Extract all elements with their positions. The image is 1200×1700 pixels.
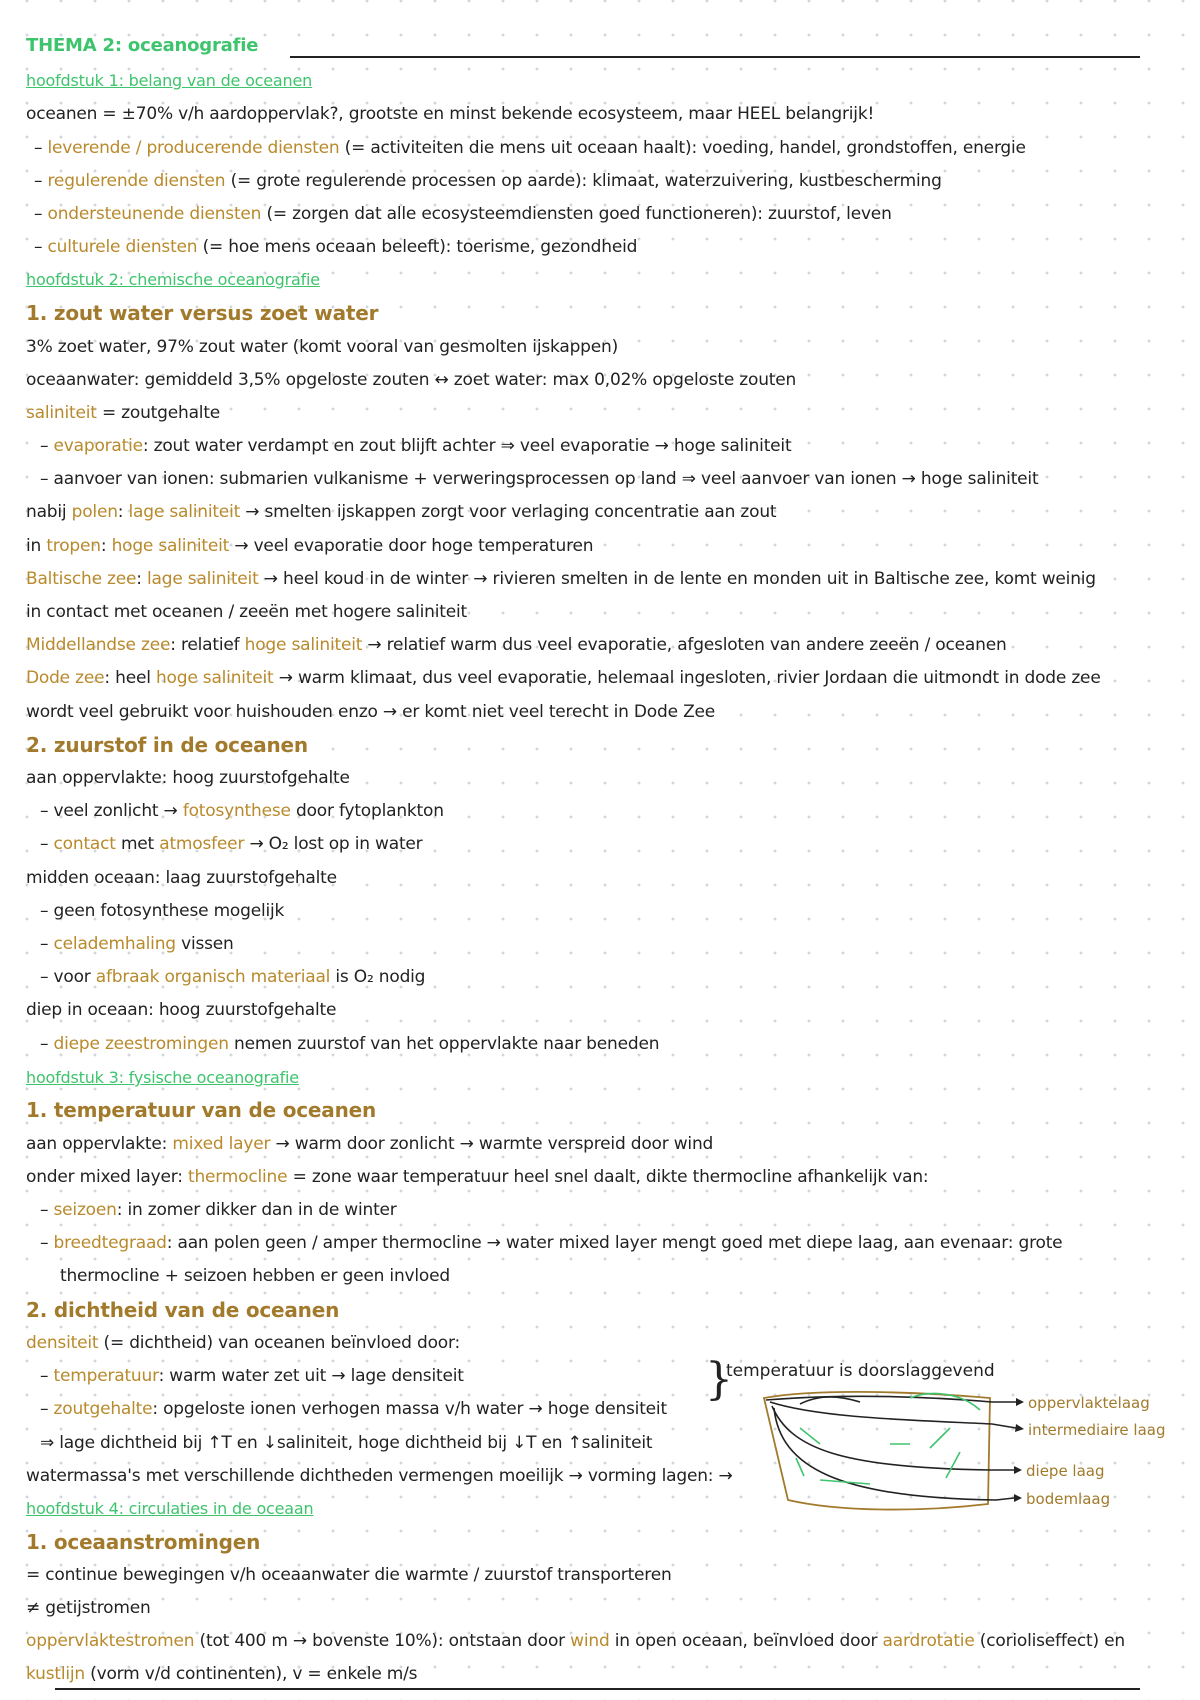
- item-text: (= zorgen dat alle ecosysteemdiensten goed functioneren): zuurstof, leven: [261, 204, 892, 224]
- list-item: – evaporatie: zout water verdampt en zout blijft achter ⇒ veel evaporatie → hoge saliniteit: [40, 436, 792, 456]
- text-line: diep in oceaan: hoog zuurstofgehalte: [26, 1000, 337, 1020]
- text: : in zomer dikker dan in de winter: [116, 1200, 397, 1220]
- text: nabij: [26, 502, 72, 522]
- list-item: – regulerende diensten (= grote regulerende processen op aarde): klimaat, waterzuivering, kustbescherming: [34, 171, 942, 191]
- term: thermocline: [187, 1167, 288, 1187]
- text: (tot 400 m → bovenste 10%): ontstaan door: [194, 1631, 571, 1651]
- chapter-1-title: hoofdstuk 1: belang van de oceanen: [26, 71, 313, 90]
- text: → relatief warm dus veel evaporatie, afgesloten van andere zeeën / oceanen: [362, 635, 1007, 655]
- item-label: culturele diensten: [47, 237, 198, 257]
- arrowhead: [1014, 1466, 1022, 1474]
- term: temperatuur: [53, 1366, 159, 1386]
- term: lage saliniteit: [128, 502, 241, 522]
- text: = zoutgehalte: [96, 403, 221, 423]
- text: in: [26, 536, 47, 556]
- text: : aan polen geen / amper thermocline → water mixed layer mengt goed met diepe laag, aan evenaar: grote: [166, 1233, 1063, 1253]
- item-label: leverende / producerende diensten: [47, 138, 340, 158]
- term: tropen: [46, 536, 101, 556]
- title-underline: [290, 56, 1140, 58]
- term: densiteit: [26, 1333, 99, 1353]
- list-item: – zoutgehalte: opgeloste ionen verhogen massa v/h water → hoge densiteit: [40, 1399, 667, 1419]
- current-arrow: [820, 1480, 870, 1484]
- brace: }: [705, 1354, 733, 1405]
- term: hoge saliniteit: [244, 635, 363, 655]
- text: aanvoer van ionen: submarien vulkanisme + verweringsprocessen op land ⇒ veel aanvoer van ionen → hoge saliniteit: [53, 469, 1039, 489]
- text: : warm water zet uit → lage densiteit: [158, 1366, 464, 1386]
- term: Middellandse zee: [26, 635, 171, 655]
- text: → smelten ijskappen zorgt voor verlaging concentratie aan zout: [240, 502, 777, 522]
- text-line: [26, 1331, 1182, 1355]
- chapter-2-title: hoofdstuk 2: chemische oceanografie: [26, 270, 320, 289]
- term: lage saliniteit: [147, 569, 259, 589]
- section-heading: 1. temperatuur van de oceanen: [26, 1098, 377, 1122]
- text: is O₂ nodig: [330, 967, 426, 987]
- term: celademhaling: [53, 934, 176, 954]
- text: door fytoplankton: [290, 801, 444, 821]
- text-line: [26, 666, 1182, 690]
- page-title: THEMA 2: oceanografie: [26, 35, 259, 56]
- text-line: [26, 401, 1182, 425]
- text-line: [26, 1629, 1182, 1653]
- term: afbraak organisch materiaal: [95, 967, 331, 987]
- text-line: watermassa's met verschillende dichtheden vermengen moeilijk → vorming lagen: →: [26, 1466, 733, 1486]
- text: → warm door zonlicht → warmte verspreid door wind: [270, 1134, 714, 1154]
- item-text: (= grote regulerende processen op aarde): klimaat, waterzuivering, kustbescherming: [225, 171, 942, 191]
- list-item: – ondersteunende diensten (= zorgen dat alle ecosysteemdiensten goed functioneren): zuurstof, leven: [34, 204, 892, 224]
- text: = zone waar temperatuur heel snel daalt, dikte thermocline afhankelijk van:: [287, 1167, 929, 1187]
- item-text: (= activiteiten die mens uit oceaan haalt): voeding, handel, grondstoffen, energie: [339, 138, 1026, 158]
- text: → veel evaporatie door hoge temperaturen: [229, 536, 594, 556]
- text: veel zonlicht →: [53, 801, 183, 821]
- text: aan oppervlakte:: [26, 1134, 173, 1154]
- term: aardrotatie: [882, 1631, 975, 1651]
- list-item: – temperatuur: warm water zet uit → lage densiteit: [40, 1366, 464, 1386]
- layer-label: diepe laag: [1026, 1462, 1105, 1480]
- brace-note: temperatuur is doorslaggevend: [726, 1361, 995, 1381]
- text: :: [136, 569, 148, 589]
- text: voor: [53, 967, 96, 987]
- text-line: 3% zoet water, 97% zout water (komt vooral van gesmolten ijskappen): [26, 337, 619, 357]
- current-arrow: [770, 1402, 1016, 1428]
- current-arrow: [930, 1428, 950, 1448]
- list-item: – veel zonlicht → fotosynthese door fytoplankton: [40, 801, 444, 821]
- term: breedtegraad: [53, 1233, 167, 1253]
- text-line: in contact met oceanen / zeeën met hogere saliniteit: [26, 602, 467, 622]
- text: : opgeloste ionen verhogen massa v/h water → hoge densiteit: [152, 1399, 667, 1419]
- text: met: [115, 834, 160, 854]
- chapter-1-intro: oceanen = ±70% v/h aardoppervlak?, grootste en minst bekende ecosysteem, maar HEEL belangrijk!: [26, 104, 875, 124]
- text: :: [100, 536, 112, 556]
- current-arrow: [946, 1452, 960, 1478]
- section-heading: 1. zout water versus zoet water: [26, 301, 379, 325]
- text: (vorm v/d continenten), v = enkele m/s: [84, 1664, 418, 1684]
- list-item: – leverende / producerende diensten (= activiteiten die mens uit oceaan haalt): voeding, handel, grondstoffen, energie: [34, 138, 1026, 158]
- text: onder mixed layer:: [26, 1167, 188, 1187]
- term: contact: [53, 834, 116, 854]
- text-line: [26, 500, 1182, 524]
- arrowhead: [1015, 1424, 1024, 1432]
- text: (= dichtheid) van oceanen beïnvloed door:: [98, 1333, 460, 1353]
- text-line: midden oceaan: laag zuurstofgehalte: [26, 868, 337, 888]
- text: in open oceaan, beïnvloed door: [609, 1631, 883, 1651]
- term: seizoen: [53, 1200, 117, 1220]
- term: fotosynthese: [182, 801, 291, 821]
- text: : relatief: [170, 635, 245, 655]
- term: kustlijn: [26, 1664, 85, 1684]
- text-line: thermocline + seizoen hebben er geen invloed: [60, 1266, 450, 1286]
- text-line: [26, 567, 1182, 591]
- list-item: – voor afbraak organisch materiaal is O₂ nodig: [40, 967, 426, 987]
- current-arrow: [772, 1406, 1014, 1470]
- text: → heel koud in de winter → rivieren smelten in de lente en monden uit in Baltische zee, komt weinig: [258, 569, 1096, 589]
- text: nemen zuurstof van het oppervlakte naar beneden: [228, 1034, 660, 1054]
- list-item: – breedtegraad: aan polen geen / amper thermocline → water mixed layer mengt goed met diepe laag, aan evenaar: grote: [40, 1233, 1063, 1253]
- term: evaporatie: [53, 436, 143, 456]
- list-item: – culturele diensten (= hoe mens oceaan beleeft): toerisme, gezondheid: [34, 237, 638, 257]
- chapter-4-title: hoofdstuk 4: circulaties in de oceaan: [26, 1499, 314, 1518]
- list-item: – contact met atmosfeer → O₂ lost op in water: [40, 834, 423, 854]
- section-heading: 2. zuurstof in de oceanen: [26, 733, 308, 757]
- item-text: (= hoe mens oceaan beleeft): toerisme, gezondheid: [197, 237, 638, 257]
- current-arrow: [774, 1408, 1014, 1500]
- term: wind: [570, 1631, 610, 1651]
- text-line: ⇒ lage dichtheid bij ↑T en ↓saliniteit, hoge dichtheid bij ↓T en ↑saliniteit: [40, 1433, 653, 1453]
- text: vissen: [175, 934, 234, 954]
- term: saliniteit: [26, 403, 97, 423]
- text-line: [26, 1662, 1182, 1686]
- list-item: – geen fotosynthese mogelijk: [40, 901, 285, 921]
- text-line: aan oppervlakte: hoog zuurstofgehalte: [26, 768, 350, 788]
- term: polen: [71, 502, 118, 522]
- text-line: [26, 1165, 1182, 1189]
- list-item: – seizoen: in zomer dikker dan in de winter: [40, 1200, 397, 1220]
- item-label: regulerende diensten: [47, 171, 226, 191]
- text-line: wordt veel gebruikt voor huishouden enzo → er komt niet veel terecht in Dode Zee: [26, 702, 716, 722]
- text: :: [117, 502, 129, 522]
- text: (corioliseffect) en: [974, 1631, 1125, 1651]
- term: mixed layer: [172, 1134, 271, 1154]
- arrowhead: [1016, 1398, 1024, 1406]
- term: oppervlaktestromen: [26, 1631, 195, 1651]
- list-item: – diepe zeestromingen nemen zuurstof van het oppervlakte naar beneden: [40, 1034, 660, 1054]
- text: → warm klimaat, dus veel evaporatie, helemaal ingesloten, rivier Jordaan die uitmondt in dode zee: [273, 668, 1101, 688]
- text-line: oceaanwater: gemiddeld 3,5% opgeloste zouten ↔ zoet water: max 0,02% opgeloste zouten: [26, 370, 797, 390]
- bottom-rule: [55, 1688, 1140, 1690]
- section-heading: 2. dichtheid van de oceanen: [26, 1298, 340, 1322]
- term: atmosfeer: [159, 834, 245, 854]
- text-line: [26, 633, 1182, 657]
- term: diepe zeestromingen: [53, 1034, 229, 1054]
- chapter-3-title: hoofdstuk 3: fysische oceanografie: [26, 1068, 299, 1087]
- text-line: = continue bewegingen v/h oceaanwater die warmte / zuurstof transporteren: [26, 1565, 672, 1585]
- layer-label: bodemlaag: [1026, 1490, 1111, 1508]
- term: hoge saliniteit: [155, 668, 274, 688]
- text: → O₂ lost op in water: [244, 834, 423, 854]
- term: Baltische zee: [26, 569, 137, 589]
- term: zoutgehalte: [53, 1399, 153, 1419]
- layer-label: intermediaire laag: [1028, 1421, 1166, 1439]
- list-item: – celademhaling vissen: [40, 934, 234, 954]
- term: hoge saliniteit: [111, 536, 230, 556]
- text: : heel: [104, 668, 156, 688]
- list-item: – aanvoer van ionen: submarien vulkanisme + verweringsprocessen op land ⇒ veel aanvoer van ionen → hoge saliniteit: [40, 469, 1039, 489]
- term: Dode zee: [26, 668, 105, 688]
- layer-label: oppervlaktelaag: [1028, 1394, 1150, 1412]
- item-label: ondersteunende diensten: [47, 204, 262, 224]
- text-line: ≠ getijstromen: [26, 1598, 151, 1618]
- text: geen fotosynthese mogelijk: [53, 901, 285, 921]
- section-heading: 1. oceaanstromingen: [26, 1530, 261, 1554]
- text-line: [26, 1132, 1182, 1156]
- text: : zout water verdampt en zout blijft achter ⇒ veel evaporatie → hoge saliniteit: [142, 436, 792, 456]
- text-line: [26, 534, 1182, 558]
